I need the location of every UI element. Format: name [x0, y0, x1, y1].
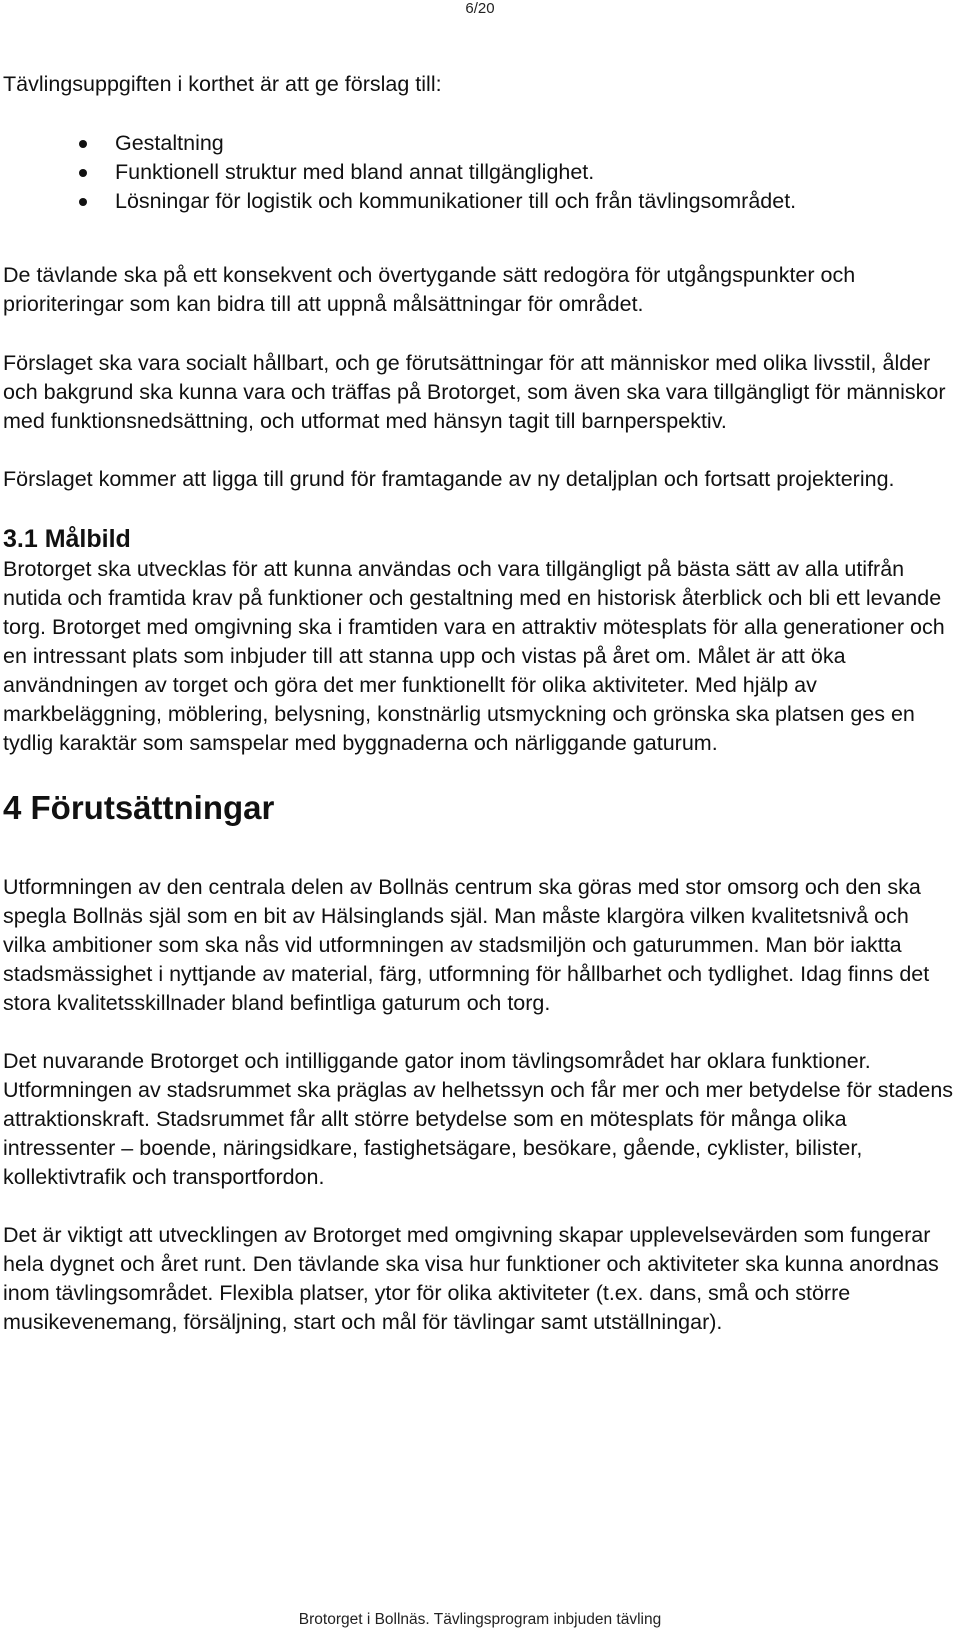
- paragraph: Förslaget ska vara socialt hållbart, och ge förutsättningar för att människor med olika livsstil, ålder och bakgrund ska kunna vara och träffas på Brotorget, som även ska vara tillgängligt för människor med funktionsnedsättning, och utformat med hänsyn tagit till barnperspektiv.: [3, 351, 946, 433]
- page-footer: Brotorget i Bollnäs. Tävlingsprogram inbjuden tävling: [298, 1611, 662, 1628]
- paragraph: Brotorget ska utvecklas för att kunna användas och vara tillgängligt på bästa sätt av alla utifrån nutida och framtida krav på funktioner och gestaltning med en historisk återblick och bli ett levande torg. Brotorget med omgivning ska i framtiden vara en attraktiv mötesplats för alla generationer och en intressant plats som inbjuder till att stanna upp och vistas på året om. Målet är att öka användningen av torget och göra det mer funktionellt för olika aktiviteter. Med hjälp av markbeläggning, möblering, belysning, konstnärlig utsmyckning och grönska ska platsen ges en tydlig karaktär som samspelar med byggnaderna och närliggande gaturum.: [3, 557, 945, 755]
- intro-text: Tävlingsuppgiften i korthet är att ge förslag till:: [3, 72, 442, 96]
- section-heading-3-1: 3.1 Målbild: [3, 525, 131, 553]
- bullet-item: Funktionell struktur med bland annat tillgänglighet.: [3, 158, 957, 187]
- paragraph: De tävlande ska på ett konsekvent och övertygande sätt redogöra för utgångspunkter och prioriteringar som kan bidra till att uppnå målsättningar för området.: [3, 263, 856, 316]
- paragraph: Det är viktigt att utvecklingen av Brotorget med omgivning skapar upplevelsevärden som fungerar hela dygnet och året runt. Den tävlande ska visa hur funktioner och aktiviteter ska kunna anordnas inom tävlingsområdet. Flexibla platser, ytor för olika aktiviteter (t.ex. dans, små och större musikevenemang, försäljning, start och mål för tävlingar samt utställningar).: [3, 1223, 939, 1334]
- paragraph: Utformningen av den centrala delen av Bollnäs centrum ska göras med stor omsorg och den ska spegla Bollnäs själ som en bit av Hälsinglands själ. Man måste klargöra vilken kvalitetsnivå och vilka ambitioner som ska nås vid utformningen av stadsmiljön och gaturummen. Man bör iaktta stadsmässighet i nyttjande av material, färg, utformning för hållbarhet och tydlighet. Idag finns det stora kvalitetsskillnader bland befintliga gaturum och torg.: [3, 875, 930, 1015]
- bullet-list: [3, 129, 957, 216]
- paragraph: Det nuvarande Brotorget och intilliggande gator inom tävlingsområdet har oklara funktioner. Utformningen av stadsrummet ska präglas av helhetssyn och får mer och mer betydelse för stadens attraktionskraft. Stadsrummet får allt större betydelse som en mötesplats för många olika intressenter – boende, näringsidkare, fastighetsägare, besökare, gående, cyklister, bilister, kollektivtrafik och transportfordon.: [3, 1049, 954, 1189]
- page-number: 6/20: [465, 0, 495, 17]
- document-body: [3, 70, 957, 1337]
- section-heading-4: 4 Förutsättningar: [3, 789, 275, 826]
- bullet-item: Lösningar för logistik och kommunikationer till och från tävlingsområdet.: [3, 187, 957, 216]
- paragraph: Förslaget kommer att ligga till grund för framtagande av ny detaljplan och fortsatt projektering.: [3, 467, 895, 491]
- bullet-item: Gestaltning: [3, 129, 957, 158]
